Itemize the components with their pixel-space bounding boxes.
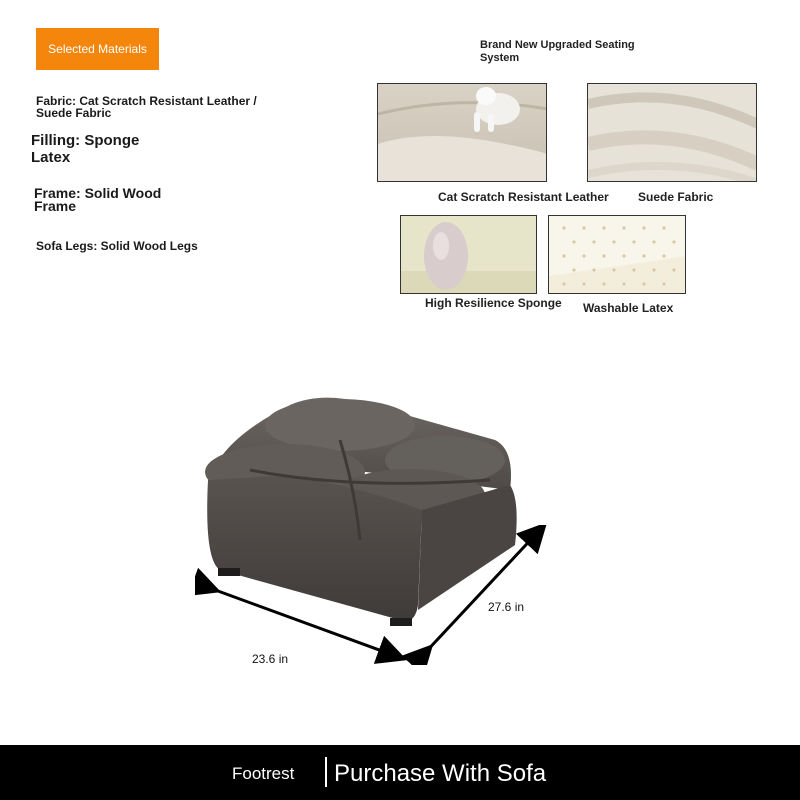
spec-legs: Sofa Legs: Solid Wood Legs: [36, 239, 198, 253]
suede-fabric-photo-icon: [587, 83, 757, 182]
selected-materials-badge: [36, 28, 159, 70]
caption-suede-fabric: Suede Fabric: [638, 190, 714, 204]
caption-cat-leather: Cat Scratch Resistant Leather: [438, 190, 609, 204]
spec-filling: Filling: Sponge Latex: [31, 132, 140, 166]
spec-fabric: Fabric: Cat Scratch Resistant Leather / Suede Fabric: [36, 94, 257, 120]
latex-photo-icon: [548, 215, 686, 294]
width-dimension-label: 23.6 in: [252, 652, 289, 666]
footer-footrest-label: Footrest: [232, 764, 295, 783]
caption-latex: Washable Latex: [583, 301, 674, 315]
spec-frame: Frame: Solid Wood Frame: [34, 185, 162, 214]
cat-leather-photo-icon: [377, 83, 547, 182]
depth-dimension-label: 27.6 in: [488, 600, 525, 614]
footer-purchase-with-sofa: Purchase With Sofa: [334, 760, 547, 787]
seating-system-heading: Brand New Upgraded Seating System: [480, 39, 635, 64]
dimension-arrows-icon: [195, 525, 555, 665]
caption-sponge: High Resilience Sponge: [425, 296, 562, 310]
sponge-photo-icon: [400, 215, 537, 294]
footer-divider: [325, 757, 327, 787]
selected-materials-label: Selected Materials: [48, 42, 147, 56]
